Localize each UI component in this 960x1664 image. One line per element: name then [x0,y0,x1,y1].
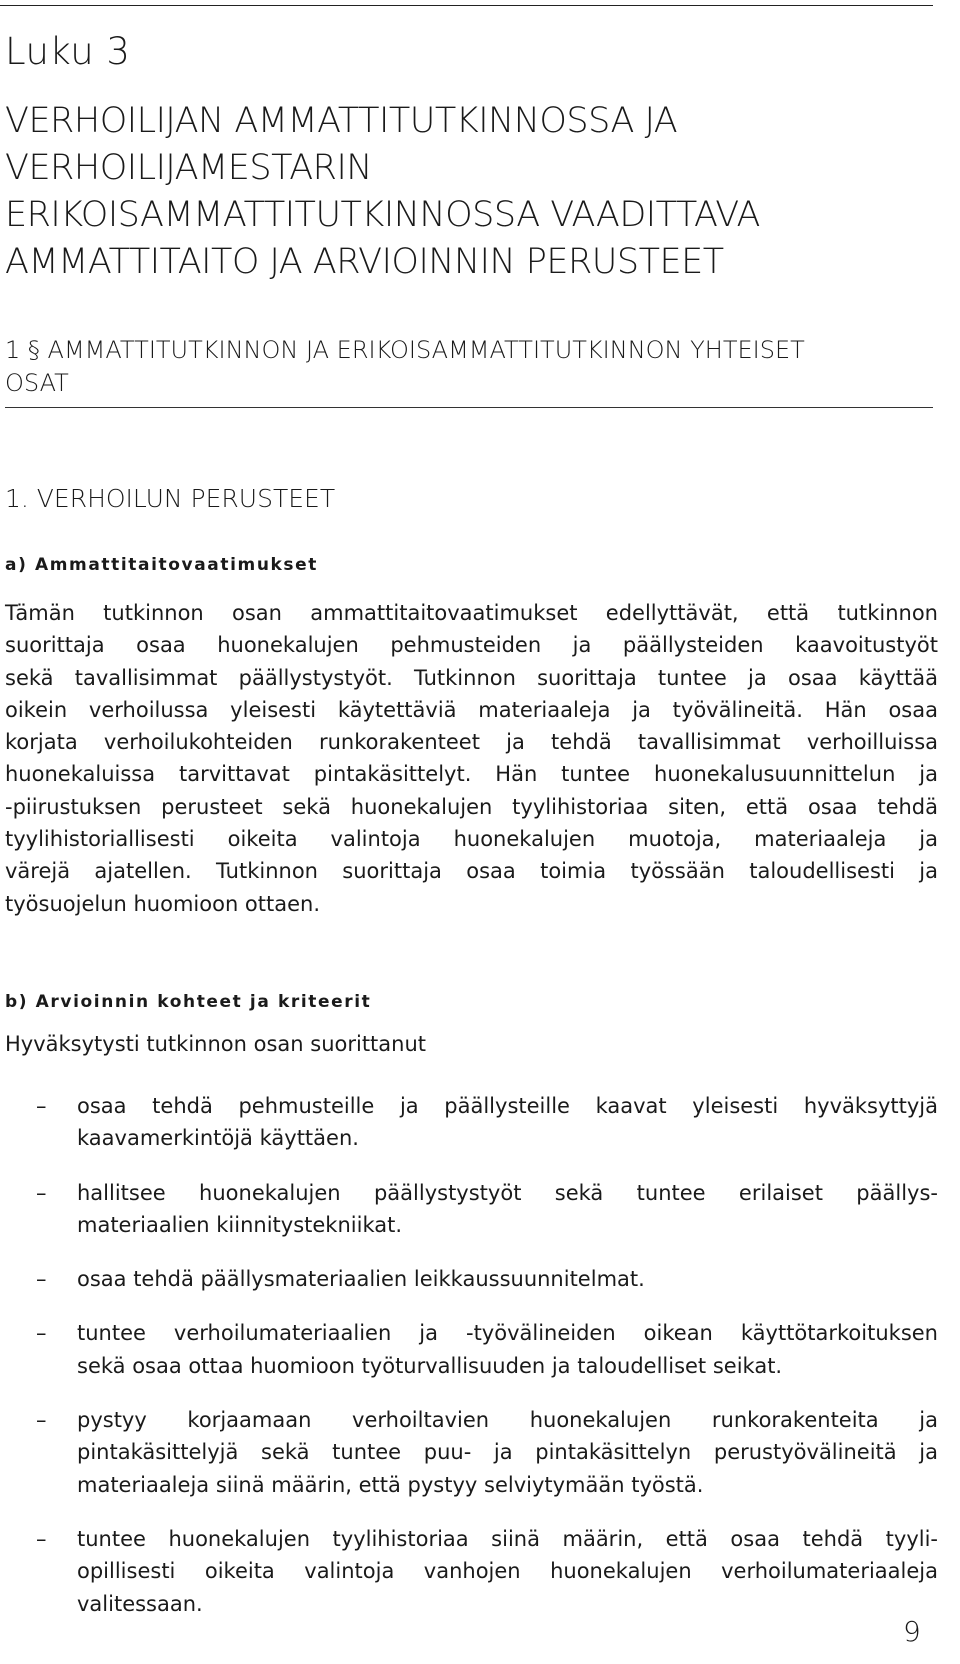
paragraph-line: korjata verhoilukohteiden runkorakenteet ja tehdä tavallisimmat verhoilluissa [5,730,938,755]
section-heading-line: OSAT [5,369,69,397]
criteria-list [5,1090,938,1620]
criteria-line: opillisesti oikeita valintoja vanhojen huonekalujen verhoilumateriaaleja [77,1559,938,1584]
criteria-item [5,1317,938,1382]
criteria-text [77,1523,938,1620]
criteria-label: b) Arvioinnin kohteet ja kriteerit [5,992,372,1012]
criteria-item [5,1090,938,1155]
dash-bullet: – [36,1408,47,1433]
paragraph-line: värejä ajatellen. Tutkinnon suorittaja osaa toimia työssään taloudellisesti ja [5,859,938,884]
section-heading [5,334,925,400]
title-line: AMMATTITAITO JA ARVIOINNIN PERUSTEET [5,242,724,282]
criteria-line: pintakäsittelyjä sekä tuntee puu- ja pintakäsittelyn perustyövälineitä ja [77,1440,938,1465]
chapter-heading: Luku 3 [5,30,131,73]
paragraph-line: oikein verhoilussa yleisesti käytettäviä materiaaleja ja työvälineitä. Hän osaa [5,697,938,722]
criteria-line: osaa tehdä pehmusteille ja päällysteille kaavat yleisesti hyväksyttyjä [77,1094,938,1118]
criteria-item [5,1523,938,1620]
requirements-label: a) Ammattitaitovaatimukset [5,555,319,575]
paragraph-line: -piirustuksen perusteet sekä huonekalujen tyylihistoriaa siten, että osaa tehdä [5,794,938,819]
criteria-line: sekä osaa ottaa huomioon työturvallisuuden ja taloudelliset seikat. [77,1353,783,1378]
criteria-text [77,1317,938,1382]
document-title [5,98,905,286]
criteria-item [5,1263,938,1295]
criteria-item [5,1177,938,1242]
criteria-line: osaa tehdä päällysmateriaalien leikkaussuunnitelmat. [77,1267,645,1292]
criteria-line: kaavamerkintöjä käyttäen. [77,1126,359,1151]
paragraph-line: huonekaluissa tarvittavat pintakäsittelyt. Hän tuntee huonekalusuunnittelun ja [5,762,938,787]
dash-bullet: – [36,1267,47,1292]
criteria-line: pystyy korjaamaan verhoiltavien huonekalujen runkorakenteita ja [77,1408,938,1433]
criteria-item [5,1404,938,1501]
criteria-text [77,1177,938,1242]
criteria-line: tuntee huonekalujen tyylihistoriaa siinä määrin, että osaa tehdä tyyli- [77,1526,938,1551]
paragraph-line: työsuojelun huomioon ottaen. [5,891,321,916]
top-rule [0,5,933,6]
criteria-intro: Hyväksytysti tutkinnon osan suorittanut [5,1032,427,1056]
paragraph-line: suorittaja osaa huonekalujen pehmusteiden ja päällysteiden kaavoitustyöt [5,633,938,658]
dash-bullet: – [36,1180,47,1205]
title-line: VERHOILIJAN AMMATTITUTKINNOSSA JA [5,101,678,141]
criteria-line: tuntee verhoilumateriaalien ja -työvälineiden oikean käyttötarkoituksen [77,1321,938,1346]
requirements-paragraph [5,597,938,920]
paragraph-line: Tämän tutkinnon osan ammattitaitovaatimukset edellyttävät, että tutkinnon [5,601,938,625]
criteria-text [77,1404,938,1501]
dash-bullet: – [36,1094,47,1118]
page-number: 9 [903,1615,921,1648]
title-line: VERHOILIJAMESTARIN [5,148,372,188]
criteria-line: hallitsee huonekalujen päällystystyöt sekä tuntee erilaiset päällys- [77,1180,938,1205]
dash-bullet: – [36,1526,47,1551]
criteria-text [77,1090,938,1155]
subsection-heading: 1. VERHOILUN PERUSTEET [5,484,336,513]
criteria-line: valitessaan. [77,1591,203,1616]
dash-bullet: – [36,1321,47,1346]
criteria-text [77,1263,938,1295]
paragraph-line: sekä tavallisimmat päällystystyöt. Tutkinnon suorittaja tuntee ja osaa käyttää [5,665,938,690]
criteria-line: materiaaleja siinä määrin, että pystyy selviytymään työstä. [77,1472,704,1497]
section-heading-line: 1 § AMMATTITUTKINNON JA ERIKOISAMMATTITUTKINNON YHTEISET [5,336,805,364]
criteria-line: materiaalien kiinnitystekniikat. [77,1212,403,1237]
title-line: ERIKOISAMMATTITUTKINNOSSA VAADITTAVA [5,195,760,235]
section-rule [5,407,933,408]
paragraph-line: tyylihistoriallisesti oikeita valintoja huonekalujen muotoja, materiaaleja ja [5,827,938,852]
